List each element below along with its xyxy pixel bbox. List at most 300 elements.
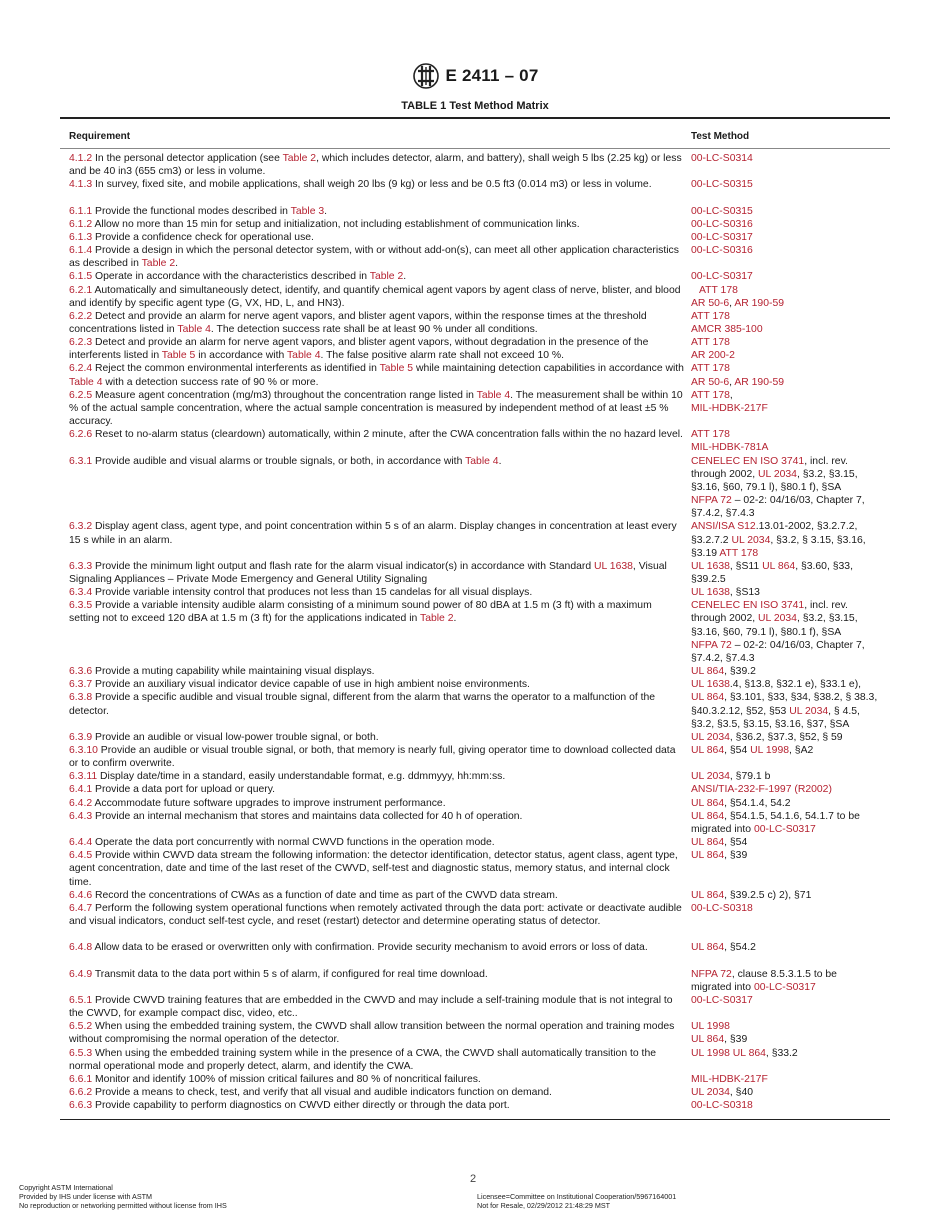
standard-reference-link[interactable]: ATT 178 xyxy=(691,389,730,401)
text-segment: Provide audible and visual alarms or trouble signals, or both, in accordance with xyxy=(95,455,466,467)
requirement-cell xyxy=(69,836,691,849)
test-method-line xyxy=(691,836,890,849)
standard-reference-link[interactable]: 00-LC-S0317 xyxy=(691,271,753,283)
test-method-line xyxy=(691,941,890,954)
text-segment: migrated into xyxy=(691,823,754,835)
standard-reference-link[interactable]: UL 864 xyxy=(691,942,725,954)
table-row xyxy=(69,770,890,783)
test-method-line xyxy=(691,612,890,625)
table-reference-link[interactable]: Table 4 xyxy=(476,389,511,401)
text-segment: Provide a specific audible and visual trouble signal, different from the alarm that warns the operator to a malfunction of the detector. xyxy=(69,692,656,717)
standard-reference-link[interactable]: UL 864 xyxy=(691,1034,725,1046)
test-method-line xyxy=(691,1099,890,1112)
section-link[interactable]: 6.4.9 xyxy=(69,968,93,980)
standard-reference-link[interactable]: UL 1638 xyxy=(691,560,730,572)
table-body xyxy=(69,152,890,1112)
text-segment: , §33.2 xyxy=(765,1047,798,1059)
standard-reference-link[interactable]: 00-LC-S0317 xyxy=(753,981,816,993)
test-method-line xyxy=(691,270,890,283)
section-link[interactable]: 6.3.6 xyxy=(69,666,93,678)
text-segment: , xyxy=(729,297,735,309)
text-segment: Provide an audible or visual low-power trouble signal, or both. xyxy=(95,731,379,743)
test-method-cell xyxy=(691,178,890,204)
test-method-line xyxy=(691,783,890,796)
standard-reference-link[interactable]: AR 190-59 xyxy=(734,376,785,388)
section-link[interactable]: 6.3.11 xyxy=(69,771,98,783)
test-method-line xyxy=(691,586,890,599)
table-row xyxy=(69,1047,890,1073)
standard-reference-link[interactable]: AMCR 385-100 xyxy=(691,324,763,336)
text-segment: §7.4.2, §7.4.3 xyxy=(691,652,755,664)
page-number: 2 xyxy=(470,1173,477,1185)
standard-reference-link[interactable]: UL 864 xyxy=(732,1047,766,1059)
requirement-cell xyxy=(69,599,691,665)
text-segment: §39.2.5 xyxy=(691,573,726,585)
test-method-cell xyxy=(691,336,890,362)
text-segment: Provide a means to check, test, and verify that all visual and audible indicators function on demand. xyxy=(95,1087,552,1099)
text-segment: , §79.1 b xyxy=(729,771,771,783)
section-link[interactable]: 6.2.1 xyxy=(69,284,93,296)
section-link[interactable]: 6.1.4 xyxy=(69,245,93,257)
table-row xyxy=(69,941,890,967)
table-reference-link[interactable]: Table 4 xyxy=(465,455,499,467)
requirement-cell xyxy=(69,731,691,744)
test-method-line xyxy=(691,1020,890,1033)
test-method-cell xyxy=(691,744,890,770)
text-segment: – 02-2: 04/16/03, Chapter 7, xyxy=(731,495,865,507)
text-segment: When using the embedded training system while in the presence of a CWA, the CWVD shall automatically transition to the normal operational mode and properly detect, alarm, and identify the CWA. xyxy=(69,1047,656,1072)
text-segment: , §39 xyxy=(724,850,748,862)
table-reference-link[interactable]: Table 2 xyxy=(369,271,404,283)
test-method-cell xyxy=(691,152,890,178)
text-segment: , §54 xyxy=(724,837,748,849)
standard-reference-link[interactable]: 00-LC-S0318 xyxy=(691,1100,753,1112)
test-method-line xyxy=(691,468,890,481)
requirement-cell xyxy=(69,178,691,204)
section-link[interactable]: 6.4.6 xyxy=(69,889,93,901)
section-link[interactable]: 6.3.9 xyxy=(69,731,93,743)
section-link[interactable]: 6.4.2 xyxy=(69,797,93,809)
standard-reference-link[interactable]: UL 864 xyxy=(691,692,725,704)
standard-reference-link[interactable]: MIL-HDBK-217F xyxy=(691,1073,768,1085)
text-segment: Display agent class, agent type, and point concentration within 5 s of an alarm. Display changes in concentration at least every 15 s while in an alarm. xyxy=(69,521,677,546)
text-segment: Record the concentrations of CWAs as a function of date and time as part of the CWVD data stream. xyxy=(95,889,558,901)
requirement-cell xyxy=(69,1073,691,1086)
text-segment: Operate the data port concurrently with normal CWVD functions in the operation mode. xyxy=(95,837,495,849)
test-method-line xyxy=(691,428,890,441)
text-segment: through 2002, xyxy=(691,613,759,625)
text-segment: Allow data to be erased or overwritten only with confirmation. Provide security mechanism to avoid errors or loss of data. xyxy=(94,942,648,954)
standard-reference-link[interactable]: UL 864 xyxy=(691,837,725,849)
requirement-cell xyxy=(69,310,691,336)
section-link[interactable]: 6.1.5 xyxy=(69,271,93,283)
test-method-line xyxy=(691,968,890,981)
standard-reference-link[interactable]: UL 864 xyxy=(691,745,725,757)
text-segment: §7.4.2, §7.4.3 xyxy=(691,508,755,520)
test-method-cell xyxy=(691,691,890,730)
standard-reference-link[interactable]: UL 2034 xyxy=(691,771,730,783)
standard-reference-link[interactable]: UL 864 xyxy=(691,810,725,822)
table-row xyxy=(69,797,890,810)
table-row xyxy=(69,902,890,941)
table-reference-link[interactable]: UL 1638 xyxy=(594,560,633,572)
section-link[interactable]: 6.6.1 xyxy=(69,1073,93,1085)
table-row xyxy=(69,889,890,902)
table-row xyxy=(69,810,890,836)
test-method-line xyxy=(691,362,890,375)
test-method-line xyxy=(691,218,890,231)
table-row xyxy=(69,336,890,362)
requirement-cell xyxy=(69,1020,691,1046)
standard-reference-link[interactable]: 00-LC-S0317 xyxy=(753,823,816,835)
text-segment: Provide a muting capability while maintaining visual displays. xyxy=(95,666,375,678)
text-segment: Provide an audible or visual trouble signal, or both, that memory is nearly full, giving operator time to download collected data or to confirm overwrite. xyxy=(69,745,676,770)
standard-reference-link[interactable]: UL 2034 xyxy=(789,705,829,717)
text-segment: Provide within CWVD data stream the following information: the detector identification, detector status, agent class, agent type, agent concentration, date and time of the last reset of the CWVD, self-test and diagnostic status, memory status, and internal clock time. xyxy=(69,850,678,888)
requirement-cell xyxy=(69,428,691,454)
section-link[interactable]: 6.3.8 xyxy=(69,692,93,704)
text-segment: , §40 xyxy=(729,1087,754,1099)
text-segment: , xyxy=(729,376,735,388)
standard-reference-link[interactable]: ATT 178 xyxy=(719,547,759,559)
test-method-line xyxy=(691,770,890,783)
standard-reference-link[interactable]: MIL-HDBK-781A xyxy=(691,442,769,454)
test-method-cell xyxy=(691,362,890,388)
test-method-cell xyxy=(691,770,890,783)
standard-reference-link[interactable]: 00-LC-S0316 xyxy=(691,218,753,230)
requirement-cell xyxy=(69,520,691,559)
standard-reference-link[interactable]: NFPA 72 xyxy=(691,639,732,651)
text-segment: Measure agent concentration (mg/m3) throughout the concentration range listed in xyxy=(95,389,477,401)
text-segment: Display date/time in a standard, easily understandable format, e.g. ddmmyyy, hh:mm:ss. xyxy=(100,771,506,783)
test-method-line xyxy=(691,902,890,915)
standard-reference-link[interactable]: UL 1998 xyxy=(750,745,790,757)
test-method-cell xyxy=(691,994,890,1020)
requirement-cell xyxy=(69,691,691,730)
footer-copyright: Copyright ASTM International xyxy=(19,1183,113,1192)
test-method-line xyxy=(691,639,890,652)
table-reference-link[interactable]: Table 4 xyxy=(177,324,211,336)
section-link[interactable]: 6.5.3 xyxy=(69,1047,93,1059)
requirement-cell xyxy=(69,665,691,678)
standard-reference-link[interactable]: UL 864 xyxy=(691,666,725,678)
text-segment: When using the embedded training system, the CWVD shall allow transition between the normal operation and training modes without compromising the normal operation of the detector. xyxy=(69,1021,675,1046)
section-link[interactable]: 6.5.2 xyxy=(69,1021,93,1033)
section-link[interactable]: 6.3.7 xyxy=(69,679,93,691)
standard-reference-link[interactable]: AR 50-6 xyxy=(691,297,730,309)
standard-reference-link[interactable]: MIL-HDBK-217F xyxy=(691,402,768,414)
text-segment: , §39.2 xyxy=(724,666,756,678)
standard-reference-link[interactable]: ATT 178 xyxy=(691,310,730,322)
standard-reference-link[interactable]: 00-LC-S0317 xyxy=(691,994,753,1006)
table-reference-link[interactable]: Table 2 xyxy=(282,153,317,164)
text-segment: , §39.2.5 c) 2), §71 xyxy=(724,889,812,901)
text-segment: , §S13 xyxy=(729,587,760,599)
standard-reference-link[interactable]: UL 1638 xyxy=(691,587,730,599)
section-link[interactable]: 4.1.3 xyxy=(69,179,93,191)
text-segment: , §3.101, §33, §34, §38.2, § 38.3, xyxy=(724,692,878,704)
table-row xyxy=(69,231,890,244)
test-method-line xyxy=(691,691,890,704)
section-link[interactable]: 6.4.1 xyxy=(69,784,93,796)
requirement-cell xyxy=(69,994,691,1020)
standard-reference-link[interactable]: UL 2034 xyxy=(758,468,797,480)
footer-notice: No reproduction or networking permitted without license from IHS xyxy=(19,1201,227,1210)
section-link[interactable]: 6.4.4 xyxy=(69,837,93,849)
text-segment: §3.16, §60, 79.1 l), §80.1 f), §SA xyxy=(691,626,842,638)
footer-resale: Not for Resale, 02/29/2012 21:48:29 MST xyxy=(477,1201,611,1210)
text-segment: . xyxy=(324,205,328,217)
standard-reference-link[interactable]: ATT 178 xyxy=(691,337,730,349)
test-method-cell xyxy=(691,560,890,586)
footer-left xyxy=(19,1183,227,1210)
test-method-cell xyxy=(691,599,890,665)
table-row xyxy=(69,428,890,454)
text-segment: Provide the minimum light output and flash rate for the alarm visual indicator(s) in accordance with Standard xyxy=(95,560,595,572)
text-segment: Provide a confidence check for operational use. xyxy=(95,231,314,243)
standard-reference-link[interactable]: ANSI/TIA-232-F-1997 (R2002) xyxy=(691,784,832,796)
test-method-cell xyxy=(691,1073,890,1086)
text-segment: Provide variable intensity control that produces not less than 15 candelas for all visual displays. xyxy=(95,587,533,599)
test-method-line xyxy=(691,455,890,468)
requirement-cell xyxy=(69,455,691,521)
requirement-cell xyxy=(69,941,691,967)
test-method-line xyxy=(691,244,890,257)
standard-reference-link[interactable]: NFPA 72 xyxy=(691,968,732,980)
standard-reference-link[interactable]: UL 864 xyxy=(691,889,725,901)
text-segment: Accommodate future software upgrades to improve instrument performance. xyxy=(94,797,446,809)
section-link[interactable]: 6.2.3 xyxy=(69,337,93,349)
requirement-cell xyxy=(69,362,691,388)
requirement-cell xyxy=(69,152,691,178)
text-segment: . The false positive alarm rate shall not exceed 10 %. xyxy=(320,350,565,362)
table-row xyxy=(69,1099,890,1112)
table-row xyxy=(69,152,890,178)
test-method-line xyxy=(691,823,890,836)
text-segment: Monitor and identify 100% of mission critical failures and 80 % of noncritical failures. xyxy=(95,1073,481,1085)
section-link[interactable]: 6.5.1 xyxy=(69,994,93,1006)
standard-reference-link[interactable]: AR 200-2 xyxy=(691,350,735,362)
test-method-cell xyxy=(691,520,890,559)
test-method-line xyxy=(691,297,890,310)
text-segment: , §A2 xyxy=(789,745,814,757)
test-method-line xyxy=(691,797,890,810)
section-link[interactable]: 6.3.10 xyxy=(69,745,98,757)
table-row xyxy=(69,665,890,678)
section-link[interactable]: 6.4.3 xyxy=(69,810,93,822)
test-method-line xyxy=(691,231,890,244)
test-method-cell xyxy=(691,783,890,796)
standard-reference-link[interactable]: UL 1998 xyxy=(691,1047,730,1059)
table-row xyxy=(69,678,890,691)
standard-reference-link[interactable]: UL 864 xyxy=(691,850,725,862)
standard-reference-link[interactable]: ATT 178 xyxy=(691,363,730,375)
table-row xyxy=(69,205,890,218)
text-segment: Provide a variable intensity audible alarm consisting of a minimum sound power of 80 dBA at 1.5 m (3 ft) with a maximum setting not to exceed 120 dBA at 1.5 m (3 ft) for the applications indicated in xyxy=(69,600,652,625)
table-reference-link[interactable]: Table 5 xyxy=(379,363,414,375)
standard-reference-link[interactable]: UL 2034 xyxy=(691,1087,730,1099)
requirement-cell xyxy=(69,678,691,691)
test-method-cell xyxy=(691,231,890,244)
test-method-cell xyxy=(691,1020,890,1046)
requirement-cell xyxy=(69,586,691,599)
test-method-line xyxy=(691,573,890,586)
requirement-cell xyxy=(69,336,691,362)
standard-reference-link[interactable]: 00-LC-S0318 xyxy=(691,902,753,914)
test-method-line xyxy=(691,310,890,323)
standard-reference-link[interactable]: ATT 178 xyxy=(691,429,730,441)
test-method-line xyxy=(691,534,890,547)
standard-reference-link[interactable]: CENELEC EN ISO 3741 xyxy=(691,455,805,467)
text-segment: , clause 8.5.3.1.5 to be xyxy=(731,968,837,980)
section-link[interactable]: 6.2.5 xyxy=(69,389,93,401)
test-method-line xyxy=(691,507,890,520)
test-method-line xyxy=(691,1086,890,1099)
table-row xyxy=(69,744,890,770)
standard-reference-link[interactable]: NFPA 72 xyxy=(691,495,732,507)
requirement-cell xyxy=(69,849,691,888)
section-link[interactable]: 6.3.5 xyxy=(69,600,93,612)
section-link[interactable]: 6.3.1 xyxy=(69,455,93,467)
text-segment: . xyxy=(498,455,502,467)
test-method-line xyxy=(691,389,890,402)
standard-reference-link[interactable]: UL 864 xyxy=(762,560,796,572)
table-row xyxy=(69,218,890,231)
test-method-line xyxy=(691,323,890,336)
table-reference-link[interactable]: Table 5 xyxy=(161,350,196,362)
test-method-cell xyxy=(691,941,890,967)
test-method-cell xyxy=(691,836,890,849)
text-segment: , §3.60, §33, xyxy=(795,560,853,572)
test-method-line xyxy=(691,718,890,731)
text-segment: – 02-2: 04/16/03, Chapter 7, xyxy=(731,639,865,651)
table-reference-link[interactable]: Table 2 xyxy=(420,613,454,625)
section-link[interactable]: 6.1.2 xyxy=(69,218,93,230)
header-rule xyxy=(60,148,890,149)
section-link[interactable]: 6.6.2 xyxy=(69,1087,93,1099)
standard-reference-link[interactable]: AR 50-6 xyxy=(691,376,730,388)
standard-reference-link[interactable]: UL 864 xyxy=(691,797,725,809)
section-link[interactable]: 6.4.8 xyxy=(69,942,93,954)
text-segment: . The measurement shall be within 10 % of the actual sample concentration, where the actual sample concentration is measured by independent method of at least ±5 % accuracy. xyxy=(69,389,683,428)
section-link[interactable]: 6.4.7 xyxy=(69,902,93,914)
standard-reference-link[interactable]: UL 2034 xyxy=(731,534,771,546)
table-row xyxy=(69,691,890,730)
table-row xyxy=(69,455,890,521)
section-link[interactable]: 6.2.2 xyxy=(69,310,93,322)
table-row xyxy=(69,244,890,270)
table-row xyxy=(69,389,890,428)
section-link[interactable]: 6.1.1 xyxy=(69,205,93,217)
text-segment: while maintaining detection capabilities in accordance with xyxy=(413,363,684,375)
standard-reference-link[interactable]: CENELEC EN ISO 3741 xyxy=(691,600,805,612)
text-segment: Reset to no-alarm status (cleardown) automatically, within 2 minute, after the CWA concentration falls within the no hazard level. xyxy=(95,429,683,441)
requirement-cell xyxy=(69,389,691,428)
text-segment: In the personal detector application (see xyxy=(95,153,283,164)
section-link[interactable]: 6.2.6 xyxy=(69,429,93,441)
requirement-cell xyxy=(69,560,691,586)
text-segment: , §3.2, §3.15, xyxy=(796,613,858,625)
test-method-line xyxy=(691,810,890,823)
section-link[interactable]: 6.3.2 xyxy=(69,521,93,533)
test-method-cell xyxy=(691,310,890,336)
footer-right xyxy=(477,1192,676,1210)
section-link[interactable]: 6.6.3 xyxy=(69,1100,93,1112)
standard-reference-link[interactable]: AR 190-59 xyxy=(734,297,785,309)
test-method-line xyxy=(691,981,890,994)
table-reference-link[interactable]: Table 4 xyxy=(69,376,103,388)
section-link[interactable]: 6.3.3 xyxy=(69,560,93,572)
test-method-line xyxy=(691,678,890,691)
standard-reference-link[interactable]: ATT 178 xyxy=(699,284,738,296)
test-method-cell xyxy=(691,1099,890,1112)
table-reference-link[interactable]: Table 3 xyxy=(290,205,325,217)
table-row xyxy=(69,731,890,744)
document-header xyxy=(0,62,950,95)
requirement-cell xyxy=(69,284,691,310)
table-reference-link[interactable]: Table 4 xyxy=(286,350,321,362)
requirement-cell xyxy=(69,218,691,231)
requirement-cell xyxy=(69,889,691,902)
standard-reference-link[interactable]: 00-LC-S0314 xyxy=(691,153,753,164)
requirement-cell xyxy=(69,810,691,836)
text-segment: In survey, fixed site, and mobile applications, shall weigh 20 lbs (9 kg) or less and be 0.5 ft3 (0.014 m3) or less in volume. xyxy=(95,179,652,191)
test-method-line xyxy=(691,599,890,612)
test-method-line xyxy=(691,205,890,218)
test-method-line xyxy=(691,284,890,297)
text-segment: , xyxy=(729,389,733,401)
test-method-line xyxy=(691,652,890,665)
standard-reference-link[interactable]: UL 1998 xyxy=(691,1021,730,1033)
standard-reference-link[interactable]: 00-LC-S0315 xyxy=(691,205,753,217)
text-segment: Provide a design in which the personal detector system, with or without add-on(s), can meet all other application characteristics as described in xyxy=(69,245,679,270)
text-segment: Provide an auxiliary visual indicator device capable of use in high ambient noise environments. xyxy=(95,679,530,691)
standard-reference-link[interactable]: 00-LC-S0315 xyxy=(691,179,753,191)
test-method-line xyxy=(691,178,890,191)
requirement-cell xyxy=(69,1086,691,1099)
test-method-cell xyxy=(691,586,890,599)
table-row xyxy=(69,599,890,665)
test-method-line xyxy=(691,376,890,389)
table-row xyxy=(69,586,890,599)
table-reference-link[interactable]: Table 2 xyxy=(141,258,176,270)
standard-reference-link[interactable]: UL 2034 xyxy=(758,613,797,625)
test-method-cell xyxy=(691,731,890,744)
table-row xyxy=(69,836,890,849)
section-link[interactable]: 6.4.5 xyxy=(69,850,93,862)
standard-reference-link[interactable]: 00-LC-S0316 xyxy=(691,245,753,257)
section-link[interactable]: 6.1.3 xyxy=(69,231,93,243)
section-link[interactable]: 6.2.4 xyxy=(69,363,93,375)
requirement-cell xyxy=(69,1099,691,1112)
test-method-line xyxy=(691,152,890,165)
standard-reference-link[interactable]: UL 1638 xyxy=(691,679,730,691)
table-title: TABLE 1 Test Method Matrix xyxy=(401,100,549,112)
text-segment: Automatically and simultaneously detect, identify, and quantify chemical agent vapors by agent class of nerve, blister, and blood and identify by specific agent type (G, VX, HD, L, and HN3). xyxy=(69,284,681,309)
text-segment: , §54.1.4, 54.2 xyxy=(724,797,791,809)
standard-reference-link[interactable]: UL 2034 xyxy=(691,731,730,743)
section-link[interactable]: 4.1.2 xyxy=(69,153,93,164)
test-method-line xyxy=(691,547,890,560)
standard-reference-link[interactable]: ANSI/ISA S12 xyxy=(691,521,756,533)
section-link[interactable]: 6.3.4 xyxy=(69,587,93,599)
test-method-line xyxy=(691,889,890,902)
test-method-line xyxy=(691,349,890,362)
text-segment: §3.2.7.2 xyxy=(691,534,732,546)
requirement-cell xyxy=(69,205,691,218)
standard-reference-link[interactable]: 00-LC-S0317 xyxy=(691,231,753,243)
test-method-cell xyxy=(691,205,890,218)
